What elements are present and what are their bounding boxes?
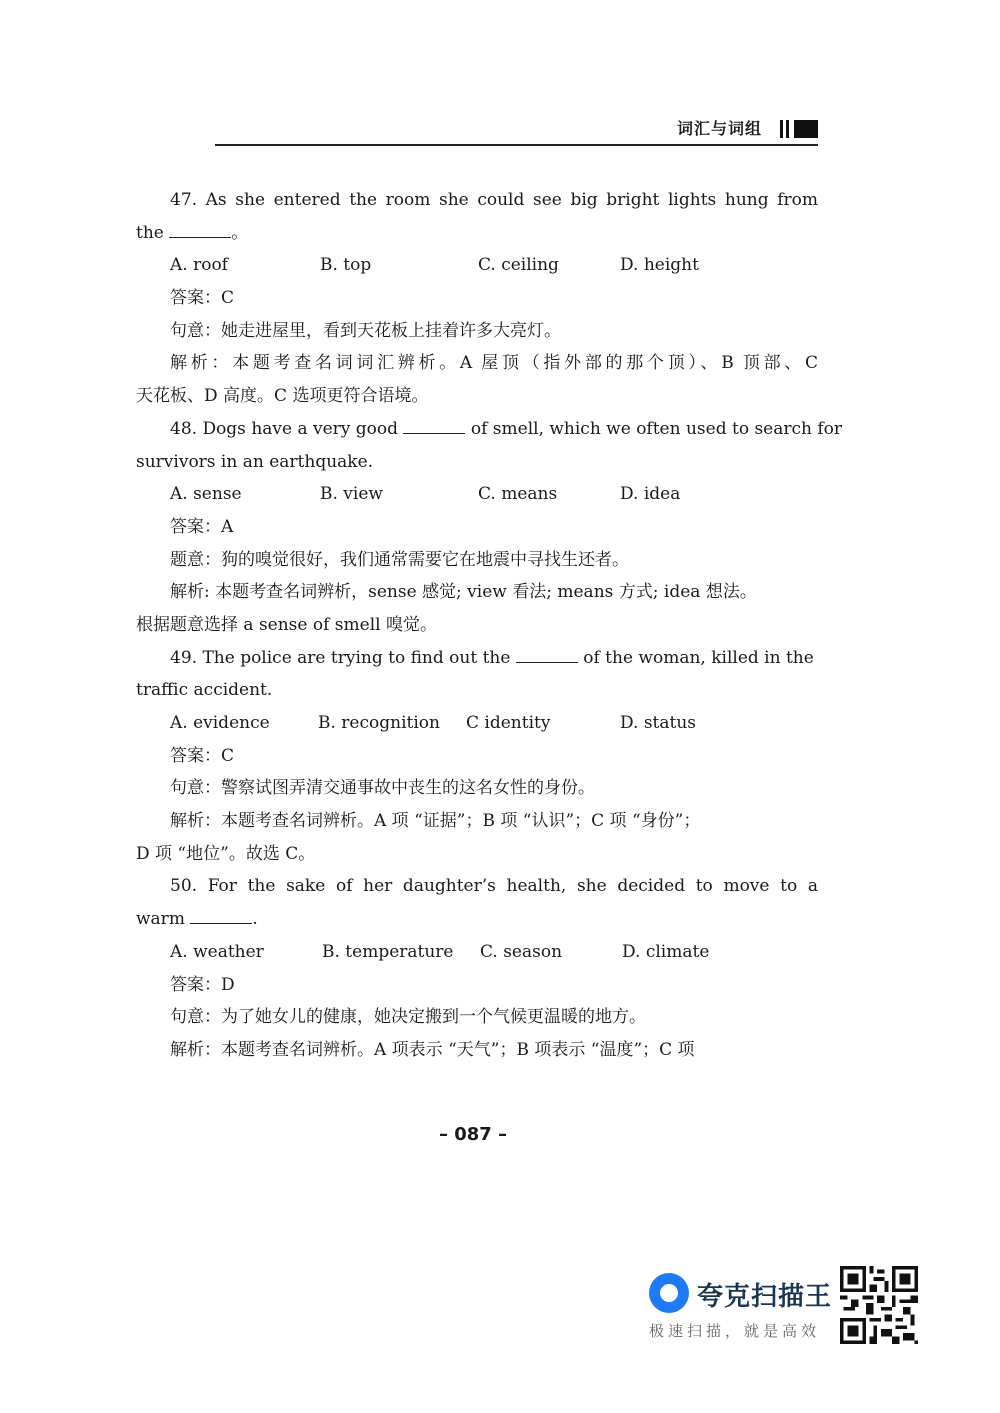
q47-stem-line2: the 。 [136,217,818,250]
q47-analysis-line2: 天花板、D 高度。C 选项更符合语境。 [136,386,429,407]
q48-meaning: 题意：狗的嗅觉很好，我们通常需要它在地震中寻找生还者。 [170,549,629,570]
q50-option-a: A. weather [170,941,264,962]
q50-options [136,936,818,969]
q48-answer: 答案：A [170,516,234,537]
q47-answer: 答案：C [170,288,235,309]
q48-option-c: C. means [478,484,558,505]
q49-analysis-line1: 解析：本题考查名词辨析。A 项 “证据”；B 项 “认识”；C 项 “身份”； [170,811,701,832]
answer-blank [190,906,252,924]
q47-option-d: D. height [620,255,699,276]
q50-stem-line1: 50. For the sake of her daughter’s health, she decided to move to a [170,876,818,897]
answer-blank [516,645,578,663]
q47-meaning: 句意：她走进屋里，看到天花板上挂着许多大亮灯。 [170,320,561,341]
q49-meaning: 句意：警察试图弄清交通事故中丧生的这名女性的身份。 [170,778,595,799]
q48-stem-line2: survivors in an earthquake. [136,451,374,472]
q48-option-d: D. idea [620,484,681,505]
q49-option-c: C identity [466,713,551,733]
quark-logo-icon [649,1273,689,1313]
q50-option-b: B. temperature [322,941,454,962]
page-header [215,116,818,146]
page-content [136,184,843,1067]
q47-options [136,249,818,282]
q49-option-d: D. status [620,713,697,733]
q48-analysis-line1: 解析: 本题考查名词辨析，sense 感觉; view 看法; means 方式; idea 想法。 [170,582,757,603]
q50-stem-line2: warm . [136,903,818,936]
q47-option-a: A. roof [170,255,228,276]
q49-stem-line2: traffic accident. [136,680,273,701]
page-number: – 087 – [438,1124,508,1145]
q48-options [136,478,818,511]
q48-stem-line1: 48. Dogs have a very good of smell, which we often used to search for [136,413,818,446]
q50-option-d: D. climate [622,941,710,962]
answer-blank [403,416,465,434]
q49-analysis-line2: D 项 “地位”。故选 C。 [136,843,316,864]
q49-option-a: A. evidence [170,713,270,733]
watermark-tagline: 极速扫描，就是高效 [649,1322,821,1340]
q47-option-c: C. ceiling [478,255,559,276]
q50-option-c: C. season [480,941,563,962]
q48-option-a: A. sense [170,484,242,505]
section-title: 词汇与词组 [676,119,762,138]
q48-option-b: B. view [320,484,383,505]
qr-code-icon [838,1266,920,1344]
q50-meaning: 句意：为了她女儿的健康，她决定搬到一个气候更温暖的地方。 [170,1007,646,1028]
q50-analysis-line1: 解析：本题考查名词辨析。A 项表示 “天气”；B 项表示 “温度”；C 项 [170,1039,695,1060]
q49-stem-line1: 49. The police are trying to find out the of the woman, killed in the [136,642,818,675]
answer-blank [169,220,231,238]
q47-option-b: B. top [320,255,372,276]
q47-stem-line1: 47. As she entered the room she could see big bright lights hung from [170,190,818,210]
watermark-brand: 夸克扫描王 [697,1282,833,1312]
q50-answer: 答案：D [170,974,235,995]
q49-options [136,707,818,740]
q47-analysis-line1: 解析：本题考查名词词汇辨析。A 屋顶（指外部的那个顶）、B 顶部、C [170,353,818,374]
q49-answer: 答案：C [170,745,235,766]
q48-analysis-line2: 根据题意选择 a sense of smell 嗅觉。 [136,614,437,635]
q49-option-b: B. recognition [318,713,440,733]
header-bars-icon [780,120,818,138]
